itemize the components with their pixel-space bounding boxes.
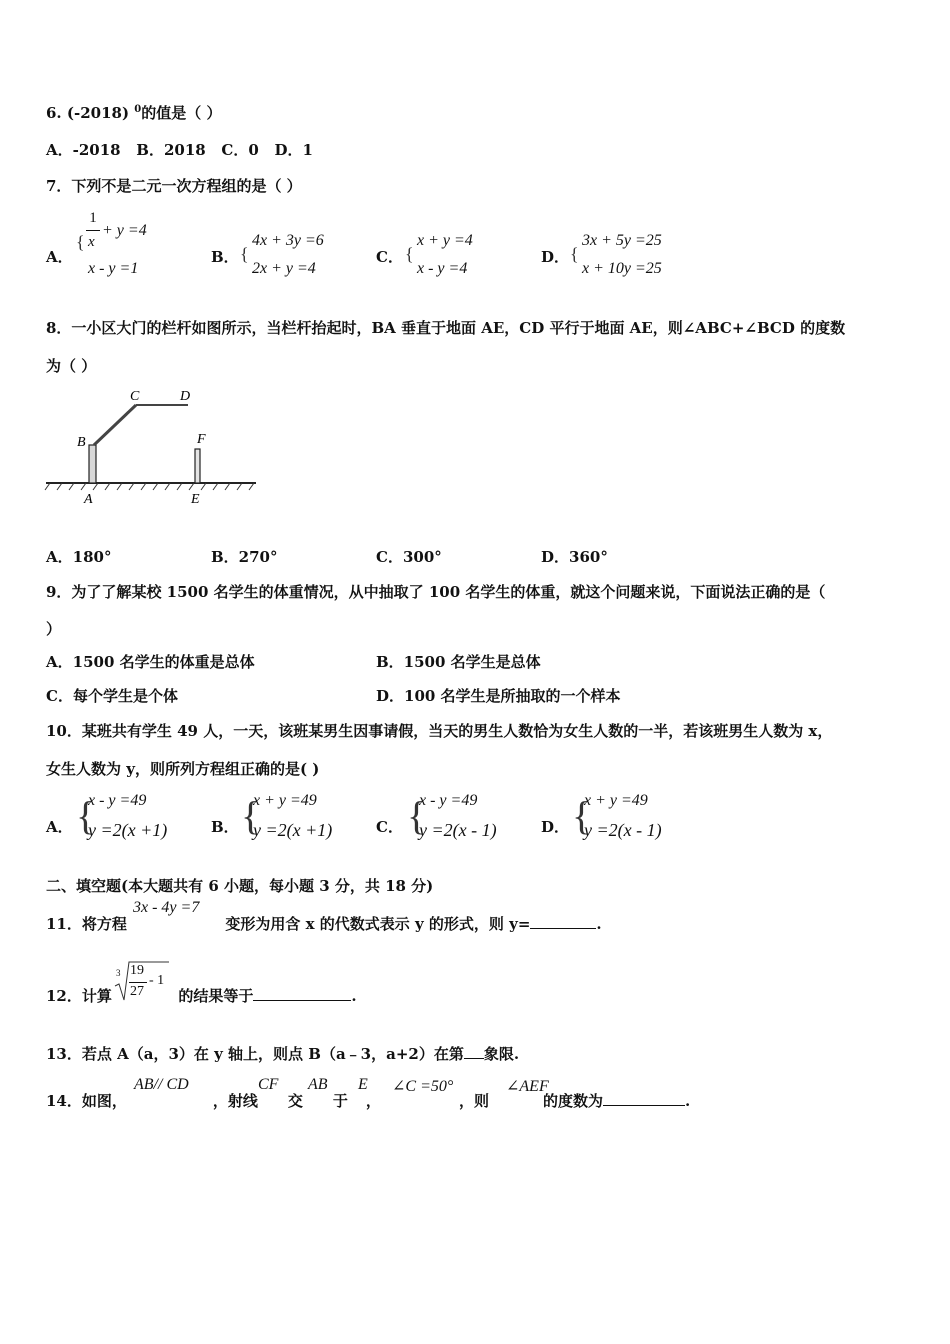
brace-icon: { <box>76 793 96 838</box>
q7-option-b-system <box>240 232 350 284</box>
q11-equation: 3x - 4y =7 <box>133 899 200 916</box>
q7-d-eq1: 3x + 5y =25 <box>582 232 662 249</box>
q8-option-b: B．270° <box>211 548 278 566</box>
q8-stem-line2: 为（ ） <box>46 357 97 375</box>
q7-c-eq2: x - y =4 <box>417 260 468 277</box>
q6-options <box>46 139 313 160</box>
q12-post: 的结果等于 <box>178 987 254 1005</box>
q8-barrier-figure <box>40 383 270 513</box>
brace-icon: { <box>407 793 427 838</box>
q14-expr-cf: CF <box>258 1076 279 1093</box>
fraction-bar <box>129 982 147 983</box>
pole-ef <box>195 449 200 483</box>
q14-t2: 交 <box>287 1092 303 1110</box>
q7-option-a-label: A． <box>46 248 73 266</box>
q12-pre: 12．计算 <box>46 987 112 1005</box>
q11-pre: 11．将方程 <box>46 915 127 933</box>
q10-stem-line2: 女生人数为 y，则所列方程组正确的是( ) <box>46 760 320 778</box>
q11-stem <box>46 913 602 934</box>
q10-option-b-system <box>241 790 361 846</box>
q7-a-frac-den: x <box>88 234 95 250</box>
q6-tail: 的值是（ ） <box>141 104 222 122</box>
q9-stem-line1: 9．为了了解某校 1500 名学生的体重情况，从中抽取了 100 名学生的体重，就这个问题来说，下面说法正确的是（ <box>46 583 826 601</box>
q11-end: . <box>596 915 602 933</box>
q7-b-eq1: 4x + 3y =6 <box>252 232 324 249</box>
q14-t1: ，射线 <box>212 1092 258 1110</box>
q11-post: 变形为用含 x 的代数式表示 y 的形式，则 y= <box>225 915 531 933</box>
q7-option-a-system <box>76 208 176 280</box>
q14-expr-e: E <box>358 1076 368 1093</box>
q7-a-frac-num: 1 <box>89 210 97 226</box>
q7-option-b-label: B． <box>211 248 239 266</box>
section-title-fill-in: 二、填空题(本大题共有 6 小题，每小题 3 分，共 18 分) <box>46 877 434 895</box>
q7-a-eq2: x - y =1 <box>88 260 139 277</box>
q9-option-d: D．100 名学生是所抽取的一个样本 <box>376 687 621 705</box>
q13-post: 象限. <box>483 1045 520 1063</box>
q10-d-eq2: y =2(x - 1) <box>584 820 662 840</box>
ground-hatching <box>45 483 254 490</box>
q12-root-index: 3 <box>116 968 121 978</box>
brace-icon: { <box>572 793 592 838</box>
q12-frac-den: 27 <box>130 984 144 999</box>
q8-option-c: C．300° <box>376 548 442 566</box>
q12-stem <box>46 985 357 1006</box>
brace-icon: { <box>405 244 414 264</box>
q7-b-eq2: 2x + y =4 <box>252 260 316 277</box>
q7-option-d-label: D． <box>541 248 570 266</box>
q6-option-c: C．0 <box>221 141 259 159</box>
q8-option-a: A．180° <box>46 548 112 566</box>
q6-text: 6. (-2018) <box>46 104 135 122</box>
pole-ab <box>89 445 96 483</box>
q14-end: . <box>684 1092 691 1110</box>
q10-option-d-system <box>572 790 692 846</box>
q10-d-eq1: x + y =49 <box>584 792 648 809</box>
q14-expr-parallel: AB// CD <box>134 1076 189 1093</box>
q7-d-eq2: x + 10y =25 <box>582 260 662 277</box>
q6-option-b: B．2018 <box>136 141 206 159</box>
q8-option-d: D．360° <box>541 548 608 566</box>
label-f: F <box>197 432 206 447</box>
q10-option-a-system <box>76 790 196 846</box>
q10-b-eq2: y =2(x +1) <box>253 820 333 840</box>
q10-a-eq2: y =2(x +1) <box>88 820 168 840</box>
q7-option-c-system <box>405 232 505 284</box>
brace-icon: { <box>570 244 579 264</box>
q8-stem-line1: 8．一小区大门的栏杆如图所示，当栏杆抬起时，BA 垂直于地面 AE，CD 平行于地面 AE，则∠ABC+∠BCD 的度数 <box>46 319 846 337</box>
label-e: E <box>191 492 200 507</box>
q9-option-a: A．1500 名学生的体重是总体 <box>46 653 255 671</box>
q12-frac-num: 19 <box>130 963 144 978</box>
q14-t4: ， <box>365 1092 381 1110</box>
label-b: B <box>77 435 86 450</box>
q14-t3: 于 <box>332 1092 348 1110</box>
q7-option-d-system <box>570 232 690 284</box>
q11-answer-blank[interactable] <box>530 928 596 929</box>
q13-answer-blank[interactable] <box>464 1058 484 1059</box>
q12-end: . <box>351 987 357 1005</box>
q6-option-d: D．1 <box>274 141 313 159</box>
q7-c-eq1: x + y =4 <box>417 232 473 249</box>
q14-post: 的度数为 <box>542 1092 603 1110</box>
q12-minus-one: - 1 <box>149 973 165 988</box>
q9-stem-line2: ） <box>46 620 62 638</box>
q14-t5: ，则 <box>458 1092 489 1110</box>
q10-stem-line1: 10．某班共有学生 49 人，一天，该班某男生因事请假，当天的男生人数恰为女生人数的一半，若该班男生人数为 x， <box>46 722 833 740</box>
q10-c-eq1: x - y =49 <box>419 792 478 809</box>
q10-option-d-label: D． <box>541 818 570 836</box>
fraction-bar <box>86 230 100 231</box>
q7-a-eq1: + y =4 <box>102 222 147 239</box>
q9-option-b: B．1500 名学生是总体 <box>376 653 541 671</box>
q7-option-c-label: C． <box>376 248 403 266</box>
q14-pre: 14．如图， <box>46 1092 127 1110</box>
q10-option-a-label: A． <box>46 818 73 836</box>
q10-option-c-label: C． <box>376 818 403 836</box>
q6-stem <box>46 102 221 123</box>
q10-b-eq1: x + y =49 <box>253 792 317 809</box>
q13-pre: 13．若点 A（a，3）在 y 轴上，则点 B（a﹣3，a+2）在第 <box>46 1045 464 1063</box>
q14-expr-angle-c: ∠C =50° <box>392 1078 454 1095</box>
bar-bc <box>94 405 136 445</box>
q6-exponent: 0 <box>134 104 142 115</box>
brace-icon: { <box>76 232 85 252</box>
label-a: A <box>84 492 93 507</box>
q10-c-eq2: y =2(x - 1) <box>419 820 497 840</box>
q14-expr-ab: AB <box>308 1076 328 1093</box>
brace-icon: { <box>240 244 249 264</box>
label-d: D <box>180 389 191 404</box>
q9-option-c: C．每个学生是个体 <box>46 687 178 705</box>
q7-stem: 7．下列不是二元一次方程组的是（ ） <box>46 177 302 195</box>
q10-option-c-system <box>407 790 527 846</box>
q10-a-eq1: x - y =49 <box>88 792 147 809</box>
q10-option-b-label: B． <box>211 818 239 836</box>
q13-stem <box>46 1043 519 1064</box>
q12-cube-root <box>113 958 173 1004</box>
q6-option-a: A．-2018 <box>46 141 121 159</box>
q14-answer-blank[interactable] <box>603 1105 685 1106</box>
label-c: C <box>130 389 140 404</box>
brace-icon: { <box>241 793 261 838</box>
q14-expr-angle-aef: ∠AEF <box>506 1078 549 1095</box>
q12-answer-blank[interactable] <box>253 1000 351 1001</box>
